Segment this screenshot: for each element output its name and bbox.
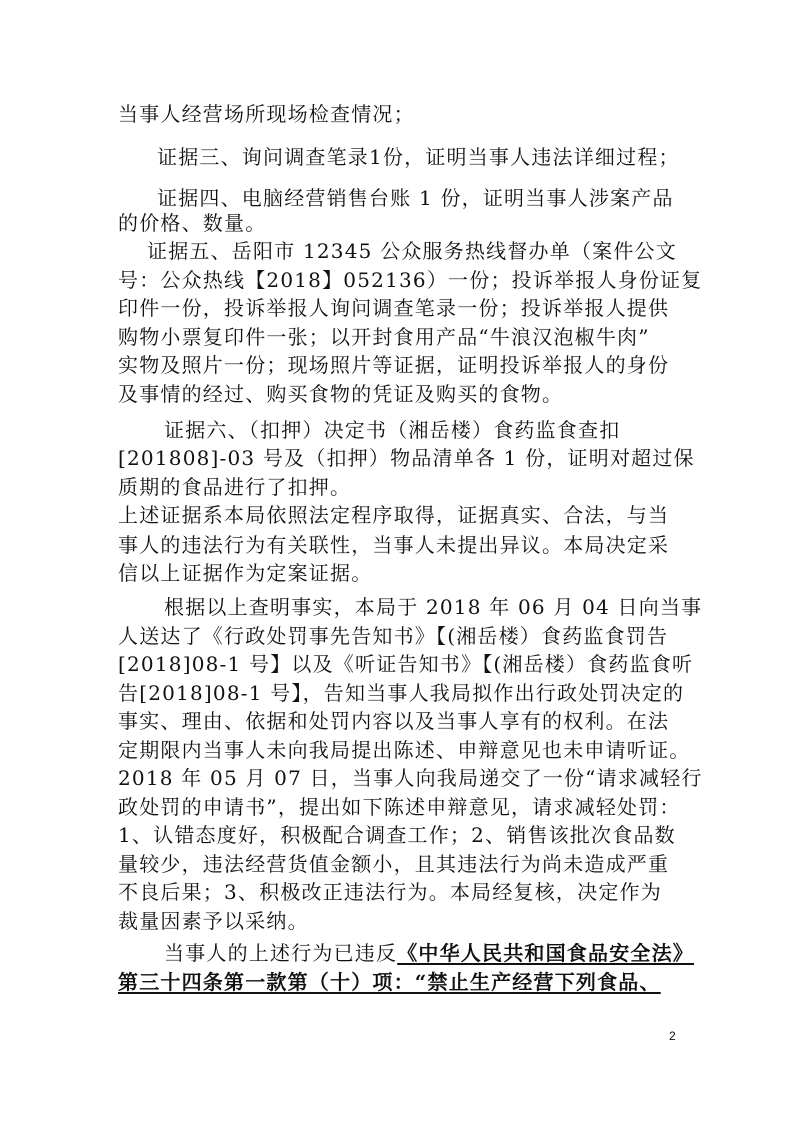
text-line: [201808]-03 号及（扣押）物品清单各 1 份，证明对超过保 [118,446,695,470]
food-safety-law-title: 《中华人民共和国食品安全法》 [397,941,695,965]
text-line: 证据六、（扣押）决定书（湘岳楼）食药监食查扣 [164,418,621,442]
text-line: 质期的食品进行了扣押。 [118,475,352,499]
text-line: 裁量因素予以采纳。 [118,909,309,933]
text-line: 告[2018]08-1 号】，告知当事人我局拟作出行政处罚决定的 [118,681,685,705]
text-line: 信以上证据作为定案证据。 [118,561,373,585]
text-line: 的价格、数量。 [118,211,267,235]
text-line: 不良后果；3、积极改正违法行为。本局经复核，决定作为 [118,880,662,904]
text-line: 证据四、电脑经营销售台账 1 份，证明当事人涉案产品 [157,186,674,210]
text-line: 及事情的经过、购买食物的凭证及购买的食物。 [118,382,564,406]
legal-citation-line [164,941,694,965]
text-line: 实物及照片一份；现场照片等证据，证明投诉举报人的身份 [118,353,670,377]
page-number: 2 [669,1029,676,1043]
text-line: 事实、理由、依据和处罚内容以及当事人享有的权利。在法 [118,709,670,733]
text-line: 人送达了《行政处罚事先告知书》【(湘岳楼）食药监食罚告 [118,624,669,648]
text-line: [2018]08-1 号】以及《听证告知书》【(湘岳楼）食药监食听 [118,652,694,676]
legal-citation-clause: 第三十四条第一款第（十）项：“禁止生产经营下列食品、 [118,970,661,994]
text-line: 印件一份，投诉举报人询问调查笔录一份；投诉举报人提供 [118,296,670,320]
text-line: 量较少，违法经营货值金额小，且其违法行为尚未造成严重 [118,852,670,876]
text-line: 证据五、岳阳市 12345 公众服务热线督办单（案件公文 [147,239,677,263]
text-line: 1、认错态度好，积极配合调查工作；2、销售该批次食品数 [118,823,676,847]
text-line: 当事人经营场所现场检查情况； [118,102,415,126]
text-line: 证据三、询问调查笔录1份，证明当事人违法详细过程； [157,145,680,169]
text-line: 政处罚的申请书”，提出如下陈述申辩意见，请求减轻处罚： [118,795,681,819]
text-line: 根据以上查明事实，本局于 2018 年 06 月 04 日向当事 [164,595,703,619]
text-line: 定期限内当事人未向我局提出陈述、申辩意见也未申请听证。 [118,738,691,762]
text-line: 购物小票复印件一张；以开封食用产品“牛浪汉泡椒牛肉” [118,325,650,349]
text-line: 上述证据系本局依照法定程序取得，证据真实、合法，与当 [118,503,670,527]
text-line: 2018 年 05 月 07 日，当事人向我局递交了一份“请求减轻行 [118,766,703,790]
text-line: 事人的违法行为有关联性，当事人未提出异议。本局决定采 [118,533,670,557]
text-line: 号：公众热线【2018】052136）一份；投诉举报人身份证复 [118,268,703,292]
final-paragraph-prefix: 当事人的上述行为已违反 [164,941,398,965]
